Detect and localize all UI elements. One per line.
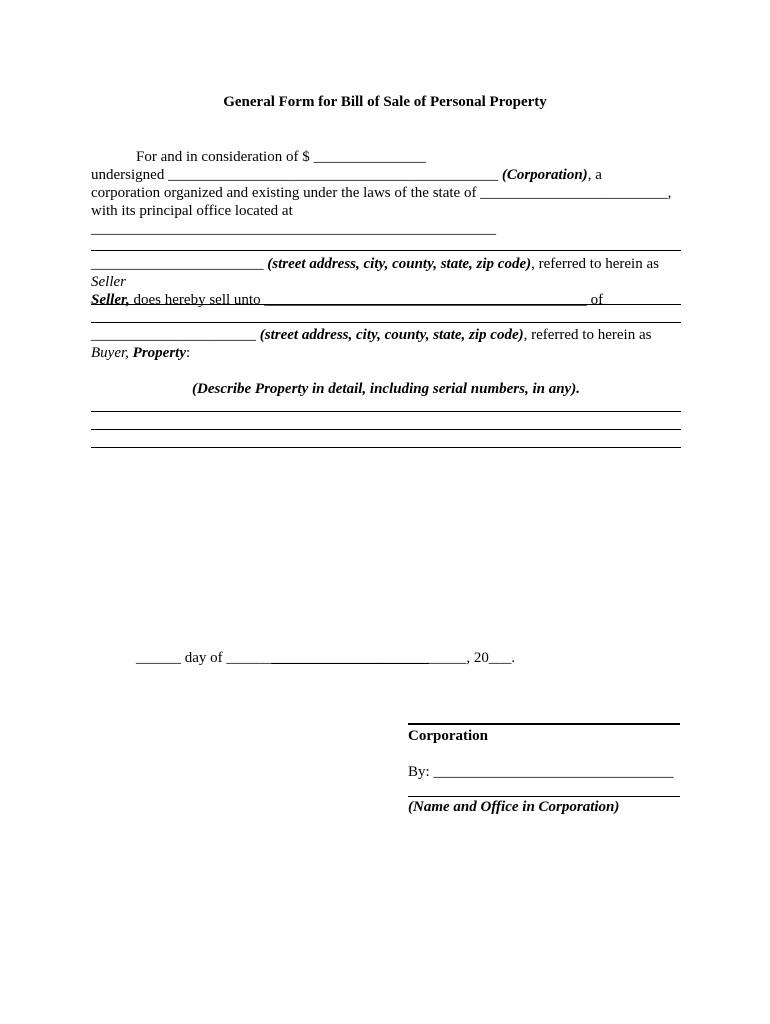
- corporation-signature-line: [408, 723, 680, 725]
- describe-text: (Describe Property in detail, including serial numbers, in any).: [192, 381, 580, 397]
- buyer-label: Buyer,: [91, 345, 129, 361]
- consideration-text: For and in consideration of $: [136, 149, 310, 165]
- blank-line: [91, 250, 681, 251]
- day-of-text: day of: [184, 650, 223, 666]
- consideration-paragraph: For and in consideration of $ _______________ undersigned ____________________________________________ (Corporation), a corporation organized and existing under the laws of the state of _________________________, with its principal office located at ______________________________________________________: [91, 149, 672, 237]
- by-line: By: ________________________________: [408, 764, 674, 780]
- executed-line: ______ day of ________________________________, 20___.: [136, 650, 516, 666]
- description-line-2: [91, 429, 681, 430]
- document-title: General Form for Bill of Sale of Personal Property: [223, 94, 547, 110]
- name-office-label: (Name and Office in Corporation): [408, 799, 620, 815]
- blank-line: [91, 304, 681, 305]
- street-address-label: (street address, city, county, state, zip code): [259, 327, 524, 343]
- street-address-label: (street address, city, county, state, zip code): [267, 256, 532, 272]
- blank-line: [91, 322, 681, 323]
- by-label: By:: [408, 764, 430, 780]
- of-text: of: [590, 292, 604, 308]
- seller-label: Seller,: [91, 292, 130, 308]
- buyer-paragraph: ______________________ (street address, city, county, state, zip code), referred to herein as Buyer, Property:: [91, 327, 652, 361]
- referred-text: , referred to herein as: [531, 256, 659, 272]
- description-line-1: [91, 411, 681, 412]
- seller-paragraph: _______________________ (street address, city, county, state, zip code), referred to herein as Seller Seller, does hereby sell unto ___________________________________________ of: [91, 256, 659, 308]
- corporation-label: Corporation: [408, 728, 488, 744]
- name-office-line: [408, 796, 680, 797]
- sell-unto-text: does hereby sell unto: [133, 292, 261, 308]
- description-line-3: [91, 447, 681, 448]
- corporation-label: (Corporation): [501, 167, 588, 183]
- year-text: , 20: [466, 650, 489, 666]
- property-label: Property: [132, 345, 186, 361]
- describe-instruction: [91, 380, 681, 398]
